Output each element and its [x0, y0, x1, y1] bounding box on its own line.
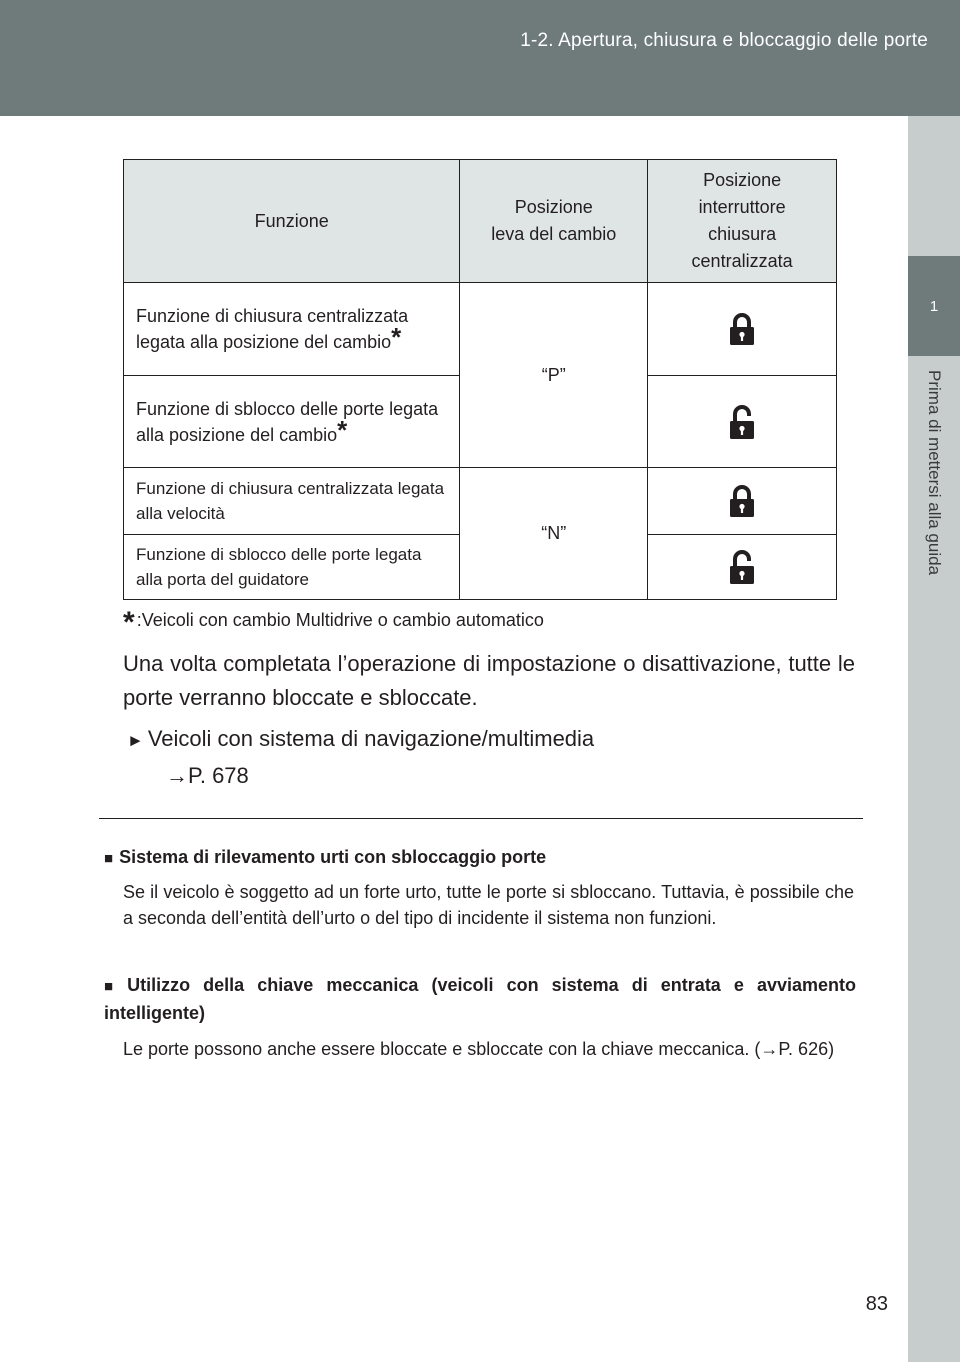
- section-body: Le porte possono anche essere bloccate e sbloccate con la chiave meccanica. (→P. 626): [123, 1039, 835, 1059]
- page-header: [0, 0, 960, 116]
- footnote-asterisk: *: [123, 606, 135, 639]
- chapter-tab: 1: [908, 256, 960, 356]
- table-header-row: [124, 160, 837, 283]
- switch-cell: [648, 376, 837, 468]
- bullet-text: Veicoli con sistema di navigazione/multimedia: [147, 726, 595, 751]
- header-title: 1-2. Apertura, chiusura e bloccaggio delle porte: [520, 30, 928, 51]
- table-row: [124, 468, 837, 535]
- chapter-label: Prima di mettersi alla guida: [925, 370, 944, 576]
- footnote-text: :Veicoli con cambio Multidrive o cambio automatico: [136, 610, 544, 630]
- table-row: [124, 283, 837, 376]
- function-cell: Funzione di chiusura centralizzata legata alla posizione del cambio*: [124, 283, 460, 376]
- section-divider: [99, 818, 863, 819]
- lock-open-icon: [729, 405, 755, 439]
- section-title: ■ Sistema di rilevamento urti con sbloccaggio porte: [104, 847, 547, 867]
- section-title: ■ Utilizzo della chiave meccanica (veicoli con sistema di entrata e avviamento intelligente): [104, 975, 856, 1023]
- header-function: Funzione: [124, 160, 460, 283]
- lock-closed-icon: [729, 485, 755, 517]
- page-reference: →P. 678: [166, 763, 249, 788]
- square-bullet-icon: ■: [104, 850, 114, 867]
- gear-cell: “N”: [460, 468, 648, 600]
- gear-cell: “P”: [460, 283, 648, 468]
- function-cell: Funzione di chiusura centralizzata legata alla velocità: [124, 468, 460, 535]
- asterisk: *: [337, 414, 348, 445]
- switch-cell: [648, 283, 837, 376]
- function-cell: Funzione di sblocco delle porte legata alla posizione del cambio*: [124, 376, 460, 468]
- function-table: [123, 159, 837, 600]
- header-gear-position: Posizione leva del cambio: [460, 160, 648, 283]
- function-cell: Funzione di sblocco delle porte legata alla porta del guidatore: [124, 535, 460, 600]
- triangle-bullet-icon: ►: [127, 731, 144, 750]
- body-paragraph: Una volta completata l’operazione di impostazione o disattivazione, tutte le porte verranno bloccate e sbloccate.: [123, 651, 855, 710]
- section-body: Se il veicolo è soggetto ad un forte urto, tutte le porte si sbloccano. Tuttavia, è possibile che a seconda dell’entità dell’urto o del tipo di incidente il sistema non funzioni.: [123, 882, 854, 928]
- table-footnote: [123, 606, 544, 640]
- lock-closed-icon: [729, 313, 755, 345]
- asterisk: *: [391, 322, 402, 352]
- switch-cell: [648, 468, 837, 535]
- square-bullet-icon: ■: [104, 978, 122, 995]
- switch-cell: [648, 535, 837, 600]
- header-switch-position: Posizione interruttore chiusura centralizzata: [648, 160, 837, 283]
- bullet-item: [127, 726, 594, 752]
- lock-open-icon: [729, 550, 755, 584]
- page-number: 83: [865, 1293, 888, 1315]
